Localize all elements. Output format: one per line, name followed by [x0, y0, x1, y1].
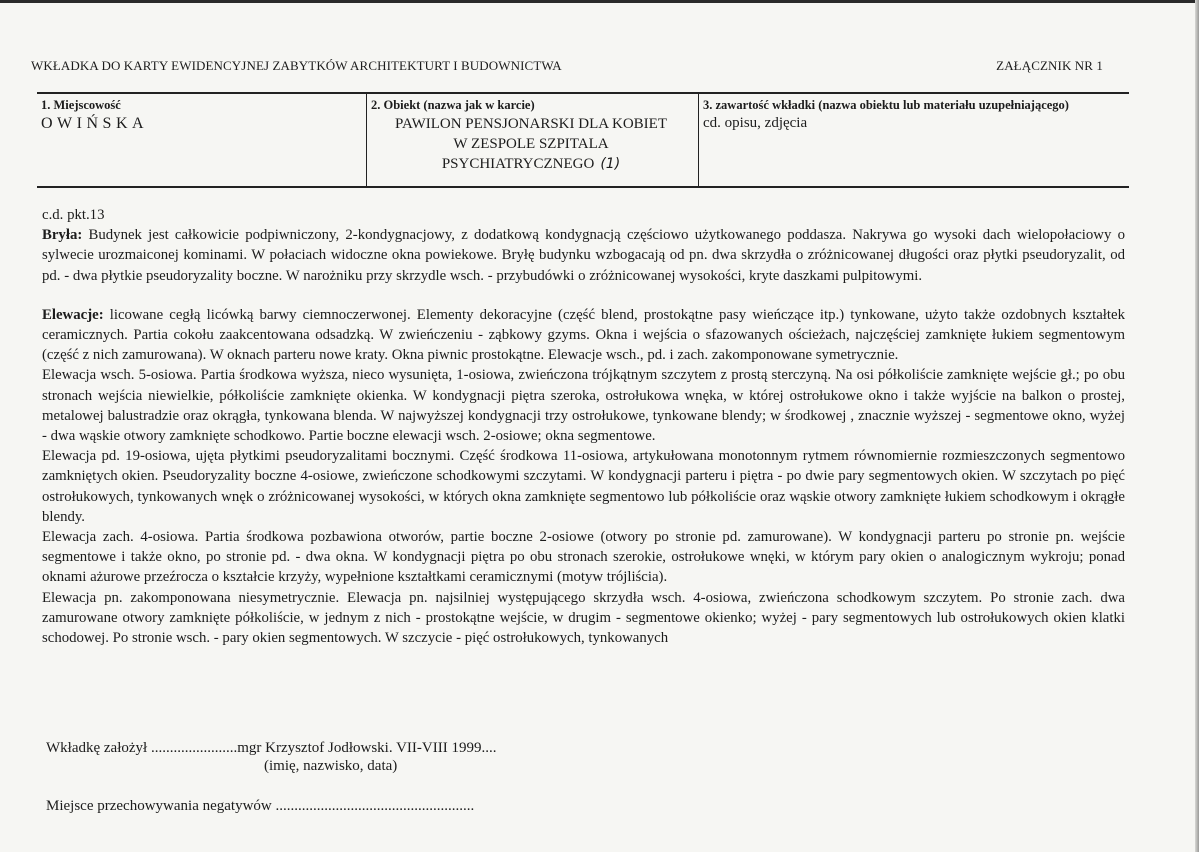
description-body	[42, 205, 1125, 648]
identification-table	[37, 92, 1129, 188]
object-line-2: W ZESPOLE SZPITALA	[453, 136, 609, 152]
contents-value: cd. opisu, zdjęcia	[703, 115, 808, 131]
annex-number: ZAŁĄCZNIK NR 1	[996, 58, 1103, 73]
object-line-1: PAWILON PENSJONARSKI DLA KOBIET	[394, 116, 667, 132]
continuation-note: c.d. pkt.13	[42, 207, 105, 223]
form-header	[31, 58, 1103, 76]
paragraph-elewacja-pd: Elewacja pd. 19-osiowa, ujęta płytkimi pseudoryzalitami bocznymi. Część środkowa 11-osiowa, artykułowana monotonnym rytmem równomiernie rozmieszczonych segmentowo zamkniętych okien. Pseudoryzality boczne 4-osiowe, zwieńczone schodkowymi szczytami. W kondygnacji parteru i piętra - po dwie pary segmentowych okien. W szczytach po pięć ostrołukowych, tynkowanych wnęk o zróżnicowanej wysokości, w których okna zamknięte segmentowo lub półkoliście oraz wąskie otwory zamknięte łukiem schodkowym i okrągłe blendy.	[42, 448, 1125, 525]
bryla-heading: Bryła:	[42, 227, 83, 244]
paragraph-elewacja-pn: Elewacja pn. zakomponowana niesymetrycznie. Elewacja pn. najsilniej występującego skrzydła wsch. 4-osiowa, zwieńczona schodkowym szczytem. Po stronie zach. dwa zamurowane otwory zamknięte półkoliście, w jednym z nich - prostokątne wejście, w drugim - segmentowe okienko; wyżej - pary segmentowych lub ostrołukowych okien klatki schodowej. Po stronie wsch. - pary okien segmentowych. W szczycie - pięć ostrołukowych, tynkowanych	[42, 589, 1125, 647]
object-cell	[367, 94, 699, 186]
scan-right-edge	[1195, 0, 1199, 852]
paragraph-bryla	[42, 225, 1125, 286]
elewacje-heading: Elewacje:	[42, 306, 104, 323]
locality-value: OWIŃSKA	[41, 115, 149, 132]
object-label: 2. Obiekt (nazwa jak w karcie)	[371, 98, 535, 112]
negatives-location-line: Miejsce przechowywania negatywów .....................................................	[46, 798, 475, 814]
author-line: Wkładkę założył .......................mgr Krzysztof Jodłowski. VII-VIII 1999....	[46, 740, 497, 756]
paragraph-elewacje	[42, 305, 1125, 366]
form-title: WKŁADKA DO KARTY EWIDENCYJNEJ ZABYTKÓW ARCHITEKTURT I BUDOWNICTWA	[31, 58, 562, 73]
object-line-3	[371, 154, 691, 174]
paragraph-elewacja-zach: Elewacja zach. 4-osiowa. Partia środkowa pozbawiona otworów, partie boczne 2-osiowe (otwory po stronie pd. zamurowane). W kondygnacji parteru po stronie pn. wejście segmentowe i także okno, po stronie pd. - dwa okna. W kondygnacji piętra po obu stronach szerokie, ostrołukowe wnęki, w którym pary okien o analogicznym wykroju; ponad oknami ażurowe przeźrocza o kształcie krzyży, wypełnione kształtkami ceramicznymi (motyw trójliścia).	[42, 529, 1125, 586]
locality-label: 1. Miejscowość	[41, 98, 121, 112]
contents-cell	[699, 94, 1129, 186]
locality-cell	[37, 94, 367, 186]
object-line-3-text: PSYCHIATRYCZNEGO	[441, 156, 595, 172]
contents-label: 3. zawartość wkładki (nazwa obiektu lub materiału uzupełniającego)	[703, 98, 1069, 112]
scan-top-edge	[0, 0, 1199, 3]
object-value	[371, 114, 691, 174]
elewacje-text: licowane cegłą licówką barwy ciemnoczerwonej. Elementy dekoracyjne (część blend, prostokątne pasy wieńczące itp.) tynkowane, użyto także ozdobnych kształtek ceramicznych. Partia cokołu zaakcentowana odsadzką. W zwieńczeniu - ząbkowy gzyms. Okna i wejścia o sfazowanych ościeżach, najczęściej zamknięte łukiem segmentowym (część z nich zamurowana). W oknach parteru nowe kraty. Okna piwnic prostokątne. Elewacje wsch., pd. i zach. zakomponowane symetrycznie.	[42, 306, 1125, 364]
handwritten-number: (1)	[600, 156, 621, 172]
bryla-text: Budynek jest całkowicie podpiwniczony, 2-kondygnacjowy, z dodatkową kondygnacją częściowo użytkowanego poddasza. Nakrywa go wysoki dach wielopołaciowy o sylwecie urozmaiconej kominami. W połaciach widoczne okna powiekowe. Bryłę budynku wzbogacają od pn. dwa skrzydła o zróżnicowanej długości oraz płytki pseudoryzalit, od pd. - dwa płytkie pseudoryzality boczne. W narożniku przy skrzydle wsch. - przybudówki o zróżnicowanej wysokości, kryte daszkami pulpitowymi.	[42, 227, 1125, 284]
author-caption: (imię, nazwisko, data)	[264, 758, 398, 774]
paragraph-gap	[42, 286, 1125, 305]
paragraph-elewacja-wsch: Elewacja wsch. 5-osiowa. Partia środkowa wyższa, nieco wysunięta, 1-osiowa, zwieńczona trójkątnym szczytem z prostą sterczyną. Na osi półkoliście zamknięte wejście gł.; po obu stronach wejścia niewielkie, półkoliście zamknięte okienka. W kondygnacji piętra szeroka, ostrołukowa wnęka, w której ostrołukowe okno i także wyjście na balkon o prostej, metalowej balustradzie oraz okrągła, tynkowana blenda. W najwyższej kondygnacji trzy ostrołukowe, tynkowane blendy; w środkowej , znacznie wyższej - segmentowe okno, wyżej - dwa wąskie otwory zamknięte schodkowo. Partie boczne elewacji wsch. 2-osiowe; okna segmentowe.	[42, 367, 1125, 445]
